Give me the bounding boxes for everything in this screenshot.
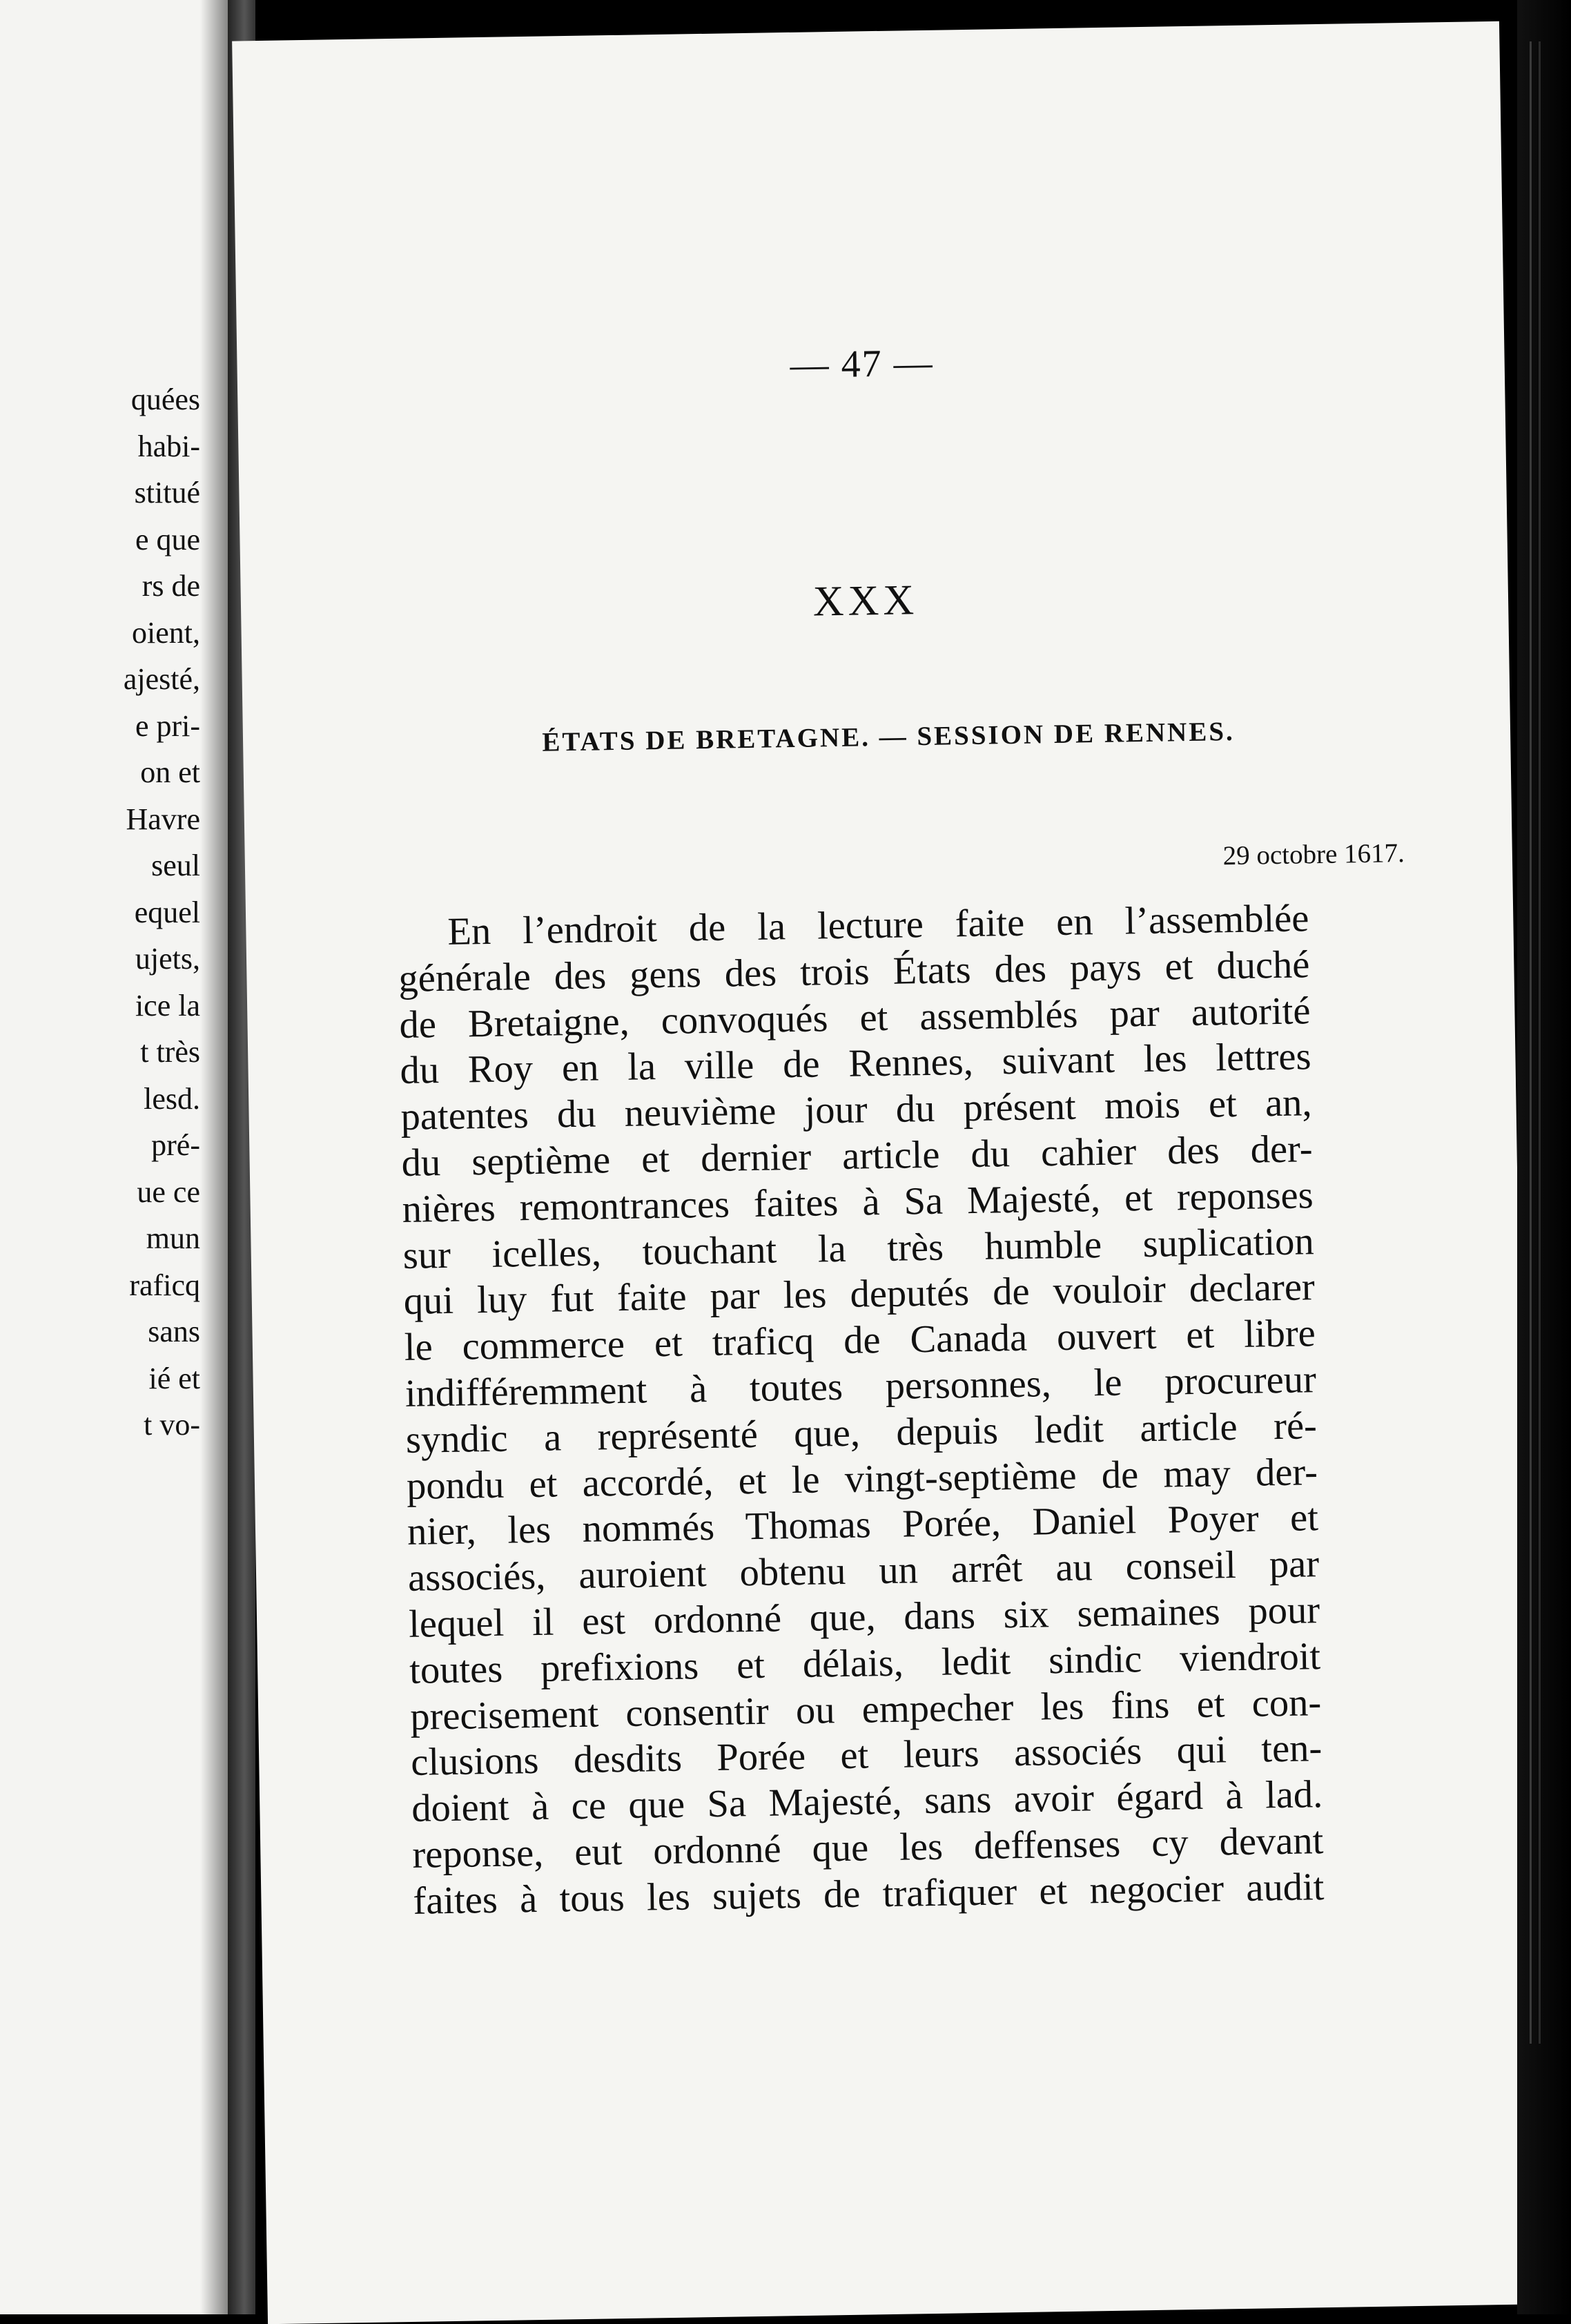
left-line: seul: [151, 849, 200, 882]
body-line: le commerce et traficq de Canada ouvert et libre: [404, 1312, 1316, 1370]
right-page-text-block: [287, 22, 1496, 2323]
left-line: ajesté,: [123, 662, 200, 696]
body-line: générale des gens des trois États des pays et duché: [398, 943, 1310, 1000]
page-shadow: [200, 0, 228, 2314]
left-line: Havre: [126, 802, 200, 836]
left-line: ujets,: [135, 942, 200, 976]
left-page-text: [124, 376, 200, 1449]
body-line: reponse, eut ordonné que les deffenses cy devant: [411, 1819, 1324, 1877]
left-line: e que: [135, 522, 200, 556]
left-line: raficq: [129, 1268, 200, 1302]
body-line: sur icelles, touchant la très humble suplication: [402, 1219, 1315, 1277]
body-line: doient à ce que Sa Majesté, sans avoir égard à lad.: [411, 1773, 1323, 1830]
section-heading: ÉTATS DE BRETAGNE. — SESSION DE RENNES.: [542, 716, 1236, 757]
document-date: 29 octobre 1617.: [1222, 838, 1405, 871]
left-line: sans: [148, 1315, 200, 1348]
left-line: ié et: [148, 1361, 200, 1395]
left-line: quées: [130, 383, 200, 416]
body-line: pondu et accordé, et le vingt-septième de may der-: [406, 1450, 1318, 1508]
body-text: [398, 895, 1325, 1924]
body-line: du Roy en la ville de Rennes, suivant les lettres: [400, 1035, 1311, 1093]
left-line: ice la: [135, 988, 200, 1023]
left-line: rs de: [142, 569, 200, 603]
chapter-number: XXX: [812, 577, 919, 626]
body-line: associés, auroient obtenu un arrêt au conseil par: [407, 1542, 1320, 1600]
body-line: nier, les nommés Thomas Porée, Daniel Poyer et: [407, 1496, 1319, 1554]
body-line: precisement consentir ou empecher les fins et con-: [409, 1681, 1322, 1739]
left-line: equel: [134, 895, 200, 929]
body-line: syndic a représenté que, depuis ledit article ré-: [405, 1404, 1318, 1462]
body-line: lequel il est ordonné que, dans six semaines pour: [408, 1589, 1320, 1646]
left-line: stitué: [134, 476, 200, 510]
left-line: oient,: [132, 615, 200, 650]
body-line: qui luy fut faite par les deputés de vouloir declarer: [403, 1266, 1316, 1324]
body-line: indifféremment à toutes personnes, le procureur: [404, 1358, 1317, 1415]
body-line: de Bretaigne, convoqués et assemblés par autorité: [399, 989, 1311, 1047]
left-line: habi-: [137, 429, 200, 463]
left-line: lesd.: [144, 1081, 200, 1116]
left-line: t très: [140, 1035, 200, 1069]
left-page: [0, 0, 228, 2314]
body-line: du septième et dernier article du cahier des der-: [401, 1127, 1314, 1185]
body-line: En l’endroit de la lecture faite en l’assemblée: [447, 897, 1309, 953]
left-line: mun: [146, 1221, 200, 1255]
left-line: ue ce: [137, 1174, 200, 1209]
body-line: clusions desdits Porée et leurs associés qui ten-: [410, 1727, 1323, 1785]
body-line: toutes prefixions et délais, ledit sindic viendroit: [409, 1634, 1321, 1692]
page-edges: [1530, 41, 1541, 2044]
body-line: patentes du neuvième jour du présent mois et an,: [400, 1081, 1312, 1139]
left-line: t vo-: [144, 1408, 200, 1442]
book-edge: [1517, 0, 1571, 2314]
left-line: on et: [140, 755, 200, 789]
right-page: [232, 21, 1535, 2324]
left-line: pré-: [151, 1128, 200, 1162]
left-line: e pri-: [135, 708, 200, 743]
page-number: — 47 —: [790, 341, 935, 387]
body-line: nières remontrances faites à Sa Majesté, et reponses: [402, 1174, 1314, 1231]
body-line: faites à tous les sujets de trafiquer et negocier audit: [413, 1865, 1325, 1923]
